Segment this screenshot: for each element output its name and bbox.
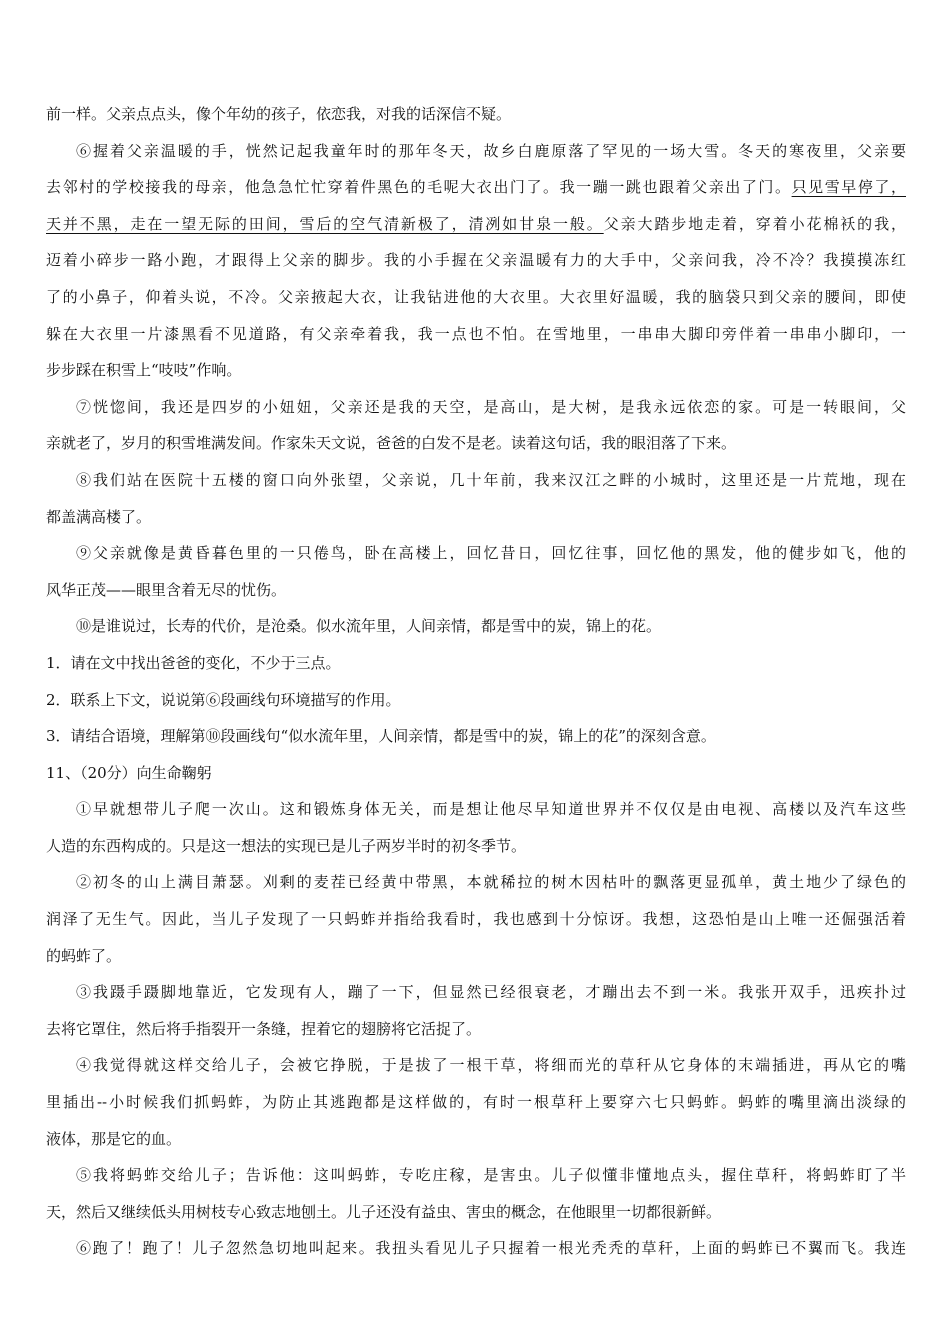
paragraph-p5-tail: [46, 96, 906, 133]
paragraph-p10: [46, 608, 906, 645]
line-text: 的蚂蚱了。: [46, 946, 122, 965]
line-text: 前一样。父亲点点头，像个年幼的孩子，依恋我，对我的话深信不疑。: [46, 105, 512, 123]
line-text: 11、（20分）向生命鞠躬: [46, 763, 212, 782]
text-line: [46, 645, 906, 682]
line-text: ⑧我们站在医院十五楼的窗口向外张望，父亲说，几十年前，我来汉江之畔的小城时，这里还是一片荒地，现在: [76, 470, 906, 489]
text-line: [46, 169, 906, 206]
paragraph-s4: [46, 1047, 906, 1157]
line-text: 风华正茂——眼里含着无尽的忧伤。: [46, 580, 287, 599]
text-line: [46, 864, 906, 901]
text-line: [46, 499, 906, 536]
underlined-sentence: 天并不黑，走在一望无际的田间，雪后的空气清新极了，清冽如甘泉一般。: [46, 214, 604, 233]
paragraph-s1: [46, 791, 906, 864]
line-text: 亲就老了，岁月的积雪堆满发间。作家朱天文说，爸爸的白发不是老。读着这句话，我的眼泪落了下来。: [46, 434, 737, 453]
paragraph-q2: [46, 682, 906, 719]
text-line: [46, 206, 906, 243]
paragraph-s2: [46, 864, 906, 974]
line-text: ⑥握着父亲温暖的手，恍然记起我童年时的那年冬天，故乡白鹿原落了罕见的一场大雪。冬天的寒夜里，父亲要: [76, 141, 906, 160]
line-text: 去将它罩住，然后将手指裂开一条缝，捏着它的翅膀将它活捉了。: [46, 1019, 482, 1038]
line-text: 迈着小碎步一路小跑，才跟得上父亲的脚步。我的小手握在父亲温暖有力的大手中，父亲问我，冷不冷？我摸摸冻红: [46, 251, 906, 270]
line-text: 都盖满高楼了。: [46, 507, 152, 526]
text-line: [46, 535, 906, 572]
line-text: ⑥跑了！跑了！儿子忽然急切地叫起来。我扭头看见儿子只握着一根光秃秃的草秆，上面的蚂蚱已不翼而飞。我连: [76, 1239, 906, 1258]
line-text: ⑦恍惚间，我还是四岁的小妞妞，父亲还是我的天空，是高山，是大树，是我永远依恋的家。可是一转眼间，父: [76, 397, 906, 416]
paragraph-p7: [46, 389, 906, 462]
line-text: 步步踩在积雪上“吱吱”作响。: [46, 361, 242, 380]
line-text: 躲在大衣里一片漆黑看不见道路，有父亲牵着我，我一点也不怕。在雪地里，一串串大脚印旁伴着一串串小脚印，一: [46, 324, 906, 343]
line-text: ①早就想带儿子爬一次山。这和锻炼身体无关，而是想让他尽早知道世界并不仅仅是由电视、高楼以及汽车这些: [76, 800, 906, 819]
line-text: 人造的东西构成的。只是这一想法的实现已是儿子两岁半时的初冬季节。: [46, 836, 527, 855]
paragraph-s5: [46, 1157, 906, 1230]
text-line: [46, 352, 906, 389]
line-text: 去邻村的学校接我的母亲，他急急忙忙穿着件黑色的毛呢大衣出门了。我一蹦一跳也跟着父亲出了门。: [46, 178, 792, 197]
line-text: ②初冬的山上满目萧瑟。刈剩的麦茬已经黄中带黑，本就稀拉的树木因枯叶的飘落更显孤单，黄土地少了绿色的: [76, 873, 906, 892]
text-line: [46, 242, 906, 279]
text-line: [46, 316, 906, 353]
underlined-sentence: 只见雪早停了，: [791, 178, 906, 197]
line-text: ⑨父亲就像是黄昏暮色里的一只倦鸟，卧在高楼上，回忆昔日，回忆往事，回忆他的黑发，他的健步如飞，他的: [76, 544, 906, 563]
line-text: 父亲大踏步地走着，穿着小花棉袄的我，: [603, 214, 906, 233]
line-text: 润泽了无生气。因此，当儿子发现了一只蚂蚱并指给我看时，我也感到十分惊讶。我想，这恐怕是山上唯一还倔强活着: [46, 910, 906, 929]
text-line: [46, 974, 906, 1011]
document-page: [46, 96, 906, 1267]
text-line: [46, 682, 906, 719]
paragraph-p8: [46, 462, 906, 535]
text-line: [46, 1157, 906, 1194]
paragraph-s3: [46, 974, 906, 1047]
text-line: [46, 718, 906, 755]
text-line: [46, 828, 906, 865]
paragraph-q1: [46, 645, 906, 682]
line-text: 天，然后又继续低头用树枝专心致志地刨土。儿子还没有益虫、害虫的概念，在他眼里一切都很新鲜。: [46, 1202, 722, 1221]
text-line: [46, 96, 906, 133]
line-text: ⑤我将蚂蚱交给儿子；告诉他：这叫蚂蚱，专吃庄稼，是害虫。儿子似懂非懂地点头，握住草秆，将蚂蚱盯了半: [76, 1166, 906, 1185]
line-text: 2．联系上下文，说说第⑥段画线句环境描写的作用。: [46, 690, 401, 709]
text-line: [46, 755, 906, 792]
text-line: [46, 1194, 906, 1231]
text-line: [46, 1084, 906, 1121]
text-line: [46, 389, 906, 426]
line-text: ⑩是谁说过，长寿的代价，是沧桑。似水流年里，人间亲情，都是雪中的炭，锦上的花。: [76, 617, 662, 636]
text-line: [46, 279, 906, 316]
line-text: 液体，那是它的血。: [46, 1129, 182, 1148]
text-line: [46, 938, 906, 975]
text-line: [46, 901, 906, 938]
text-line: [46, 608, 906, 645]
text-line: [46, 791, 906, 828]
paragraph-title11: [46, 755, 906, 792]
line-text: 里插出--小时候我们抓蚂蚱，为防止其逃跑都是这样做的，有时一根草秆上要穿六七只蚂蚱。蚂蚱的嘴里滴出淡绿的: [46, 1093, 906, 1112]
paragraph-p6: [46, 133, 906, 389]
text-line: [46, 1011, 906, 1048]
paragraph-s6: [46, 1230, 906, 1267]
text-line: [46, 1047, 906, 1084]
line-text: ③我蹑手蹑脚地靠近，它发现有人，蹦了一下，但显然已经很衰老，才蹦出去不到一米。我张开双手，迅疾扑过: [76, 983, 906, 1002]
text-line: [46, 1230, 906, 1267]
paragraph-q3: [46, 718, 906, 755]
line-text: ④我觉得就这样交给儿子，会被它挣脱，于是拔了一根干草，将细而光的草秆从它身体的末端插进，再从它的嘴: [76, 1056, 906, 1075]
text-line: [46, 425, 906, 462]
text-line: [46, 1121, 906, 1158]
paragraph-p9: [46, 535, 906, 608]
text-line: [46, 133, 906, 170]
line-text: 3．请结合语境，理解第⑩段画线句“似水流年里，人间亲情，都是雪中的炭，锦上的花”的深刻含意。: [46, 727, 716, 746]
line-text: 1．请在文中找出爸爸的变化，不少于三点。: [46, 653, 341, 672]
text-line: [46, 572, 906, 609]
text-line: [46, 462, 906, 499]
line-text: 了的小鼻子，仰着头说，不冷。父亲掖起大衣，让我钻进他的大衣里。大衣里好温暖，我的脑袋只到父亲的腰间，即使: [46, 287, 906, 306]
